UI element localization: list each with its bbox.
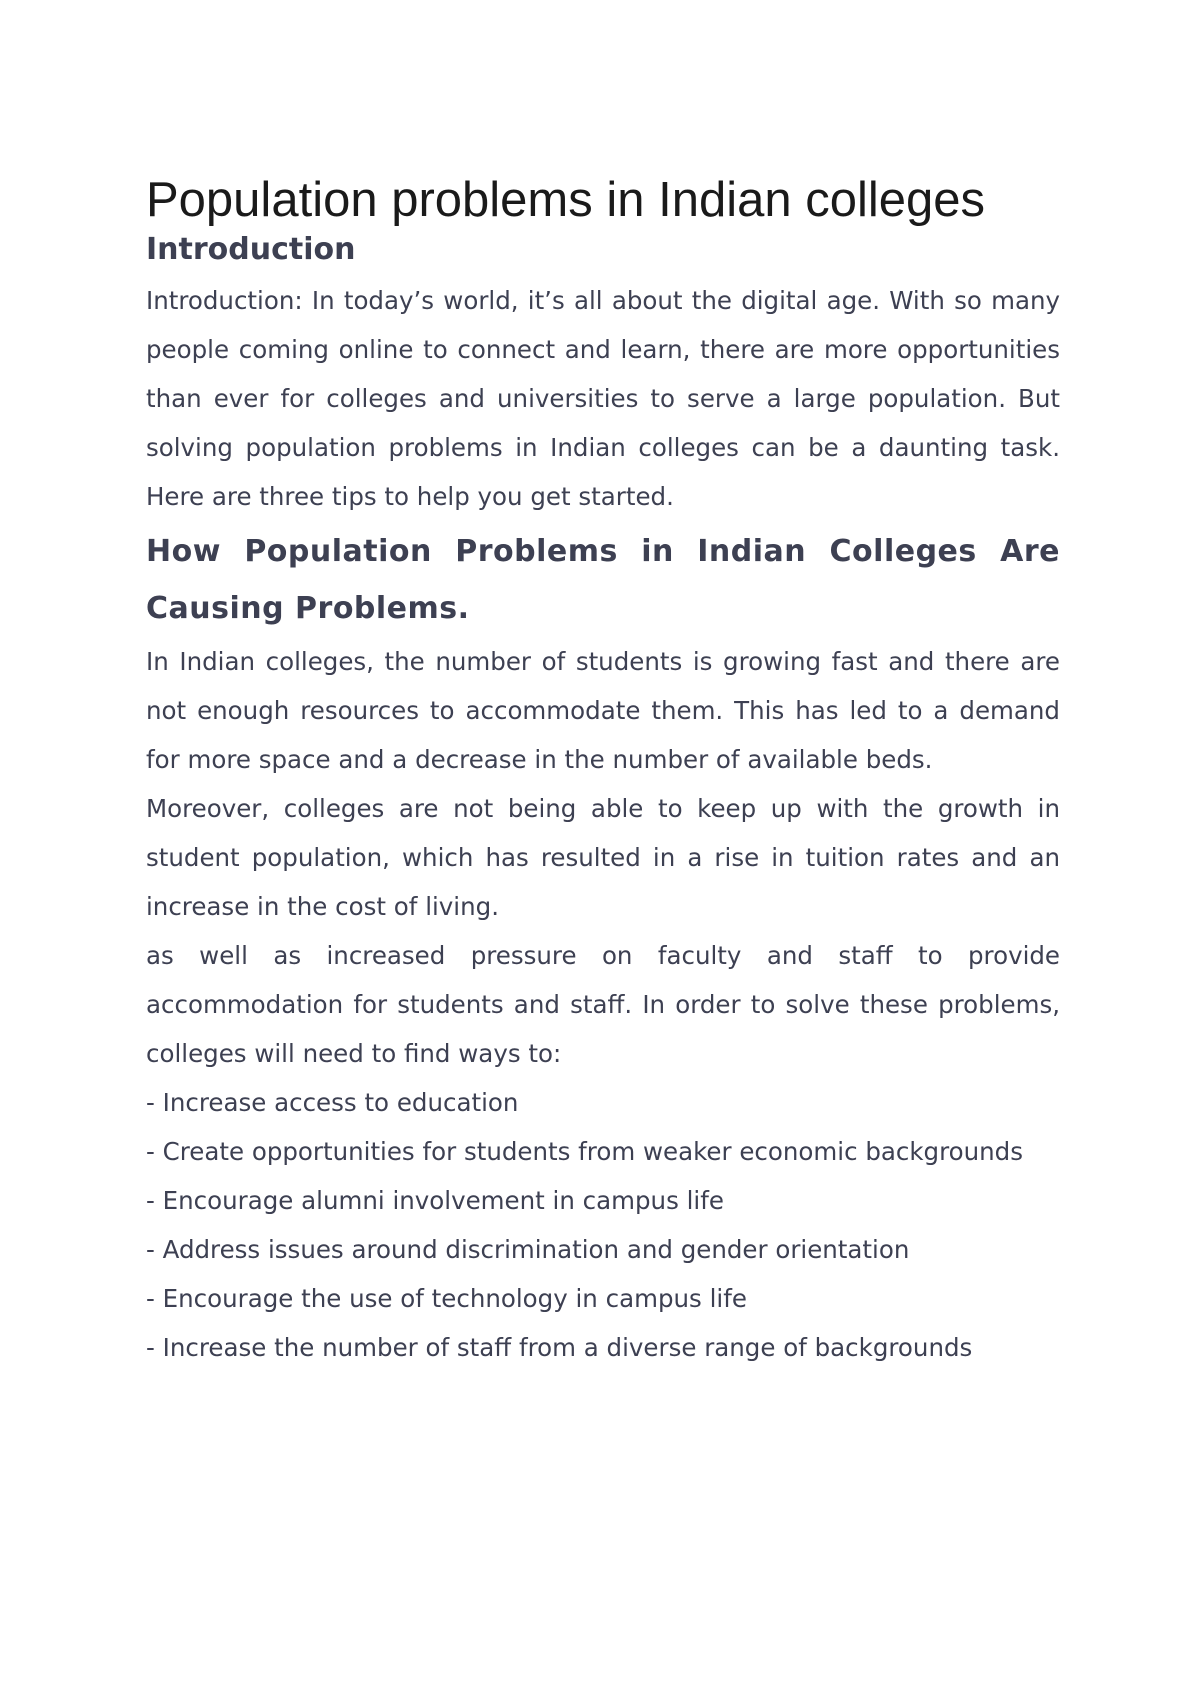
body-paragraph: as well as increased pressure on faculty and staff to provide accommodation for students and staff. In order to solve these problems, colleges will need to find ways to: xyxy=(146,941,1060,1068)
list-item: - Increase access to education xyxy=(146,1088,519,1117)
document-page xyxy=(146,170,1060,1372)
list-item: - Address issues around discrimination and gender orientation xyxy=(146,1235,910,1264)
body-paragraph: In Indian colleges, the number of students is growing fast and there are not enough resources to accommodate them. This has led to a demand for more space and a decrease in the number of available beds. xyxy=(146,647,1060,774)
page-title: Population problems in Indian colleges xyxy=(146,173,985,227)
body-paragraph: Moreover, colleges are not being able to keep up with the growth in student population, which has resulted in a rise in tuition rates and an increase in the cost of living. xyxy=(146,794,1060,921)
list-item: - Encourage the use of technology in campus life xyxy=(146,1284,747,1313)
solutions-list xyxy=(146,1078,1060,1372)
section-heading: How Population Problems in Indian Colleges Are Causing Problems. xyxy=(146,534,1060,626)
list-item: - Increase the number of staff from a diverse range of backgrounds xyxy=(146,1333,973,1362)
list-item: - Encourage alumni involvement in campus life xyxy=(146,1186,724,1215)
list-item: - Create opportunities for students from weaker economic backgrounds xyxy=(146,1137,1023,1166)
intro-heading: Introduction xyxy=(146,232,356,267)
intro-paragraph: Introduction: In today’s world, it’s all about the digital age. With so many people coming online to connect and learn, there are more opportunities than ever for colleges and universities to serve a large population. But solving population problems in Indian colleges can be a daunting task. Here are three tips to help you get started. xyxy=(146,286,1060,511)
